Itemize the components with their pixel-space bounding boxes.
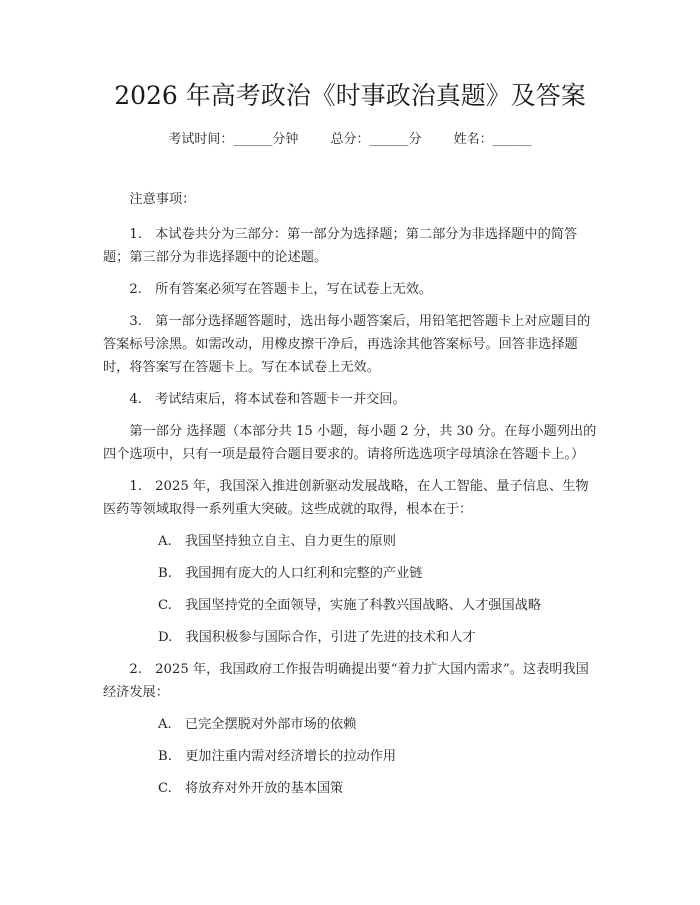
notice-item: 3. 第一部分选择题答题时，选出每小题答案后，用铅笔把答题卡上对应题目的答案标号涂黑。如需改动，用橡皮擦干净后，再选涂其他答案标号。回答非选择题时，将答案写在答题卡上。写在本试卷上无效。: [103, 314, 591, 375]
question-option: B. 我国拥有庞大的人口红利和完整的产业链: [158, 566, 423, 581]
notice-item: 1. 本试卷共分为三部分：第一部分为选择题；第二部分为非选择题中的简答题；第三部分为非选择题中的论述题。: [103, 227, 578, 265]
question-option: D. 我国积极参与国际合作，引进了先进的技术和人才: [158, 630, 476, 645]
notice-item: 2. 所有答案必须写在答题卡上，写在试卷上无效。: [129, 282, 433, 297]
question-option: B. 更加注重内需对经济增长的拉动作用: [158, 749, 397, 764]
notice-heading: 注意事项：: [129, 192, 196, 207]
page-title: 2026 年高考政治《时事政治真题》及答案: [114, 81, 586, 110]
student-name-field: 姓名：______: [453, 132, 532, 147]
exam-time-field: 考试时间：______分钟: [168, 132, 299, 147]
section-intro: 第一部分 选择题（本部分共 15 小题，每小题 2 分，共 30 分。在每小题列出的四个选项中，只有一项是最符合题目要求的。请将所选选项字母填涂在答题卡上。）: [103, 424, 597, 462]
question-option: C. 我国坚持党的全面领导，实施了科教兴国战略、人才强国战略: [158, 598, 542, 613]
total-score-field: 总分：______分: [330, 132, 422, 147]
question-option: A. 已完全摆脱对外部市场的依赖: [158, 717, 357, 732]
question-option: A. 我国坚持独立自主、自力更生的原则: [158, 534, 396, 549]
question-stem: 2. 2025 年，我国政府工作报告明确提出要“着力扩大国内需求”。这表明我国经济发展：: [103, 662, 589, 700]
notice-item: 4. 考试结束后，将本试卷和答题卡一并交回。: [129, 392, 406, 407]
exam-meta-line: [0, 130, 700, 150]
exam-body: [103, 188, 600, 800]
question-stem: 1. 2025 年，我国深入推进创新驱动发展战略，在人工智能、量子信息、生物医药等领域取得一系列重大突破。这些成就的取得，根本在于：: [103, 479, 589, 517]
question-option: C. 将放弃对外开放的基本国策: [158, 781, 344, 796]
